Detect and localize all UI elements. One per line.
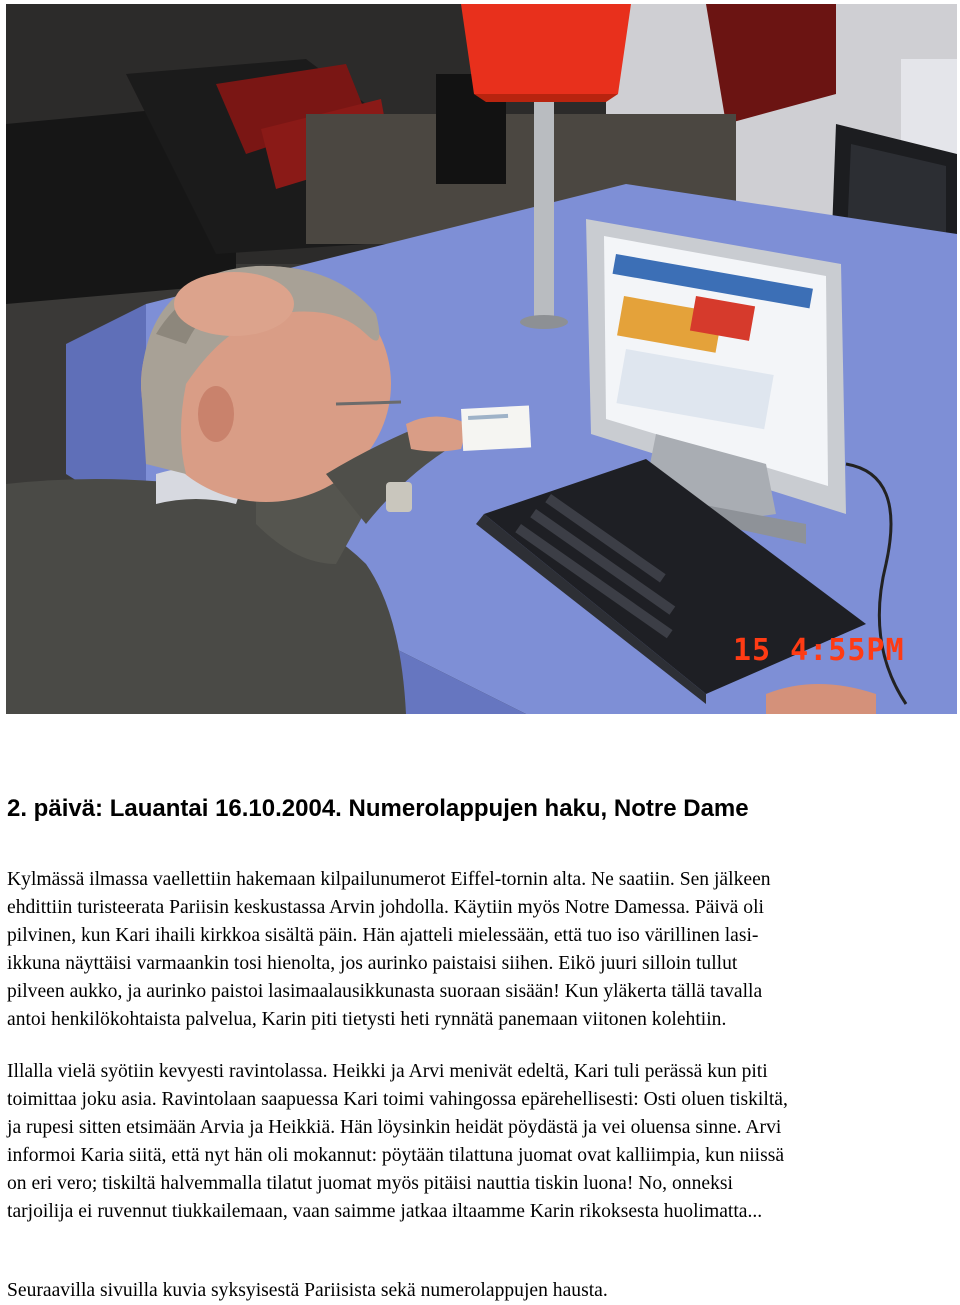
paragraph-line: ikkuna näyttäisi varmaankin tosi hienolta, jos aurinko paistaisi siihen. Eikö juuri silloin tullut	[7, 953, 738, 974]
story-paragraph-2	[7, 1058, 957, 1226]
photo-illustration	[6, 4, 957, 714]
paragraph-line: informoi Karia siitä, että nyt hän oli mokannut: pöytään tilattuna juomat ovat kalliimpia, kun niissä	[7, 1145, 785, 1166]
paragraph-line: pilvinen, kun Kari ihaili kirkkoa sisältä päin. Hän ajatteli mielessään, että tuo iso värillinen lasi-	[7, 925, 759, 946]
footer-note: Seuraavilla sivuilla kuvia syksyisestä Pariisista sekä numerolappujen hausta.	[7, 1280, 608, 1301]
paragraph-line: antoi henkilökohtaista palvelua, Karin piti tietysti heti rynnätä panemaan viitonen kolehtiin.	[7, 1009, 727, 1030]
page-heading: 2. päivä: Lauantai 16.10.2004. Numerolappujen haku, Notre Dame	[7, 795, 749, 822]
paragraph-line: pilveen aukko, ja aurinko paistoi lasimaalausikkunasta suoraan sisään! Kun yläkerta tällä tavalla	[7, 981, 763, 1002]
photo-timestamp: 15 4:55PM	[733, 633, 905, 668]
paragraph-line: on eri vero; tiskiltä halvemmalla tilatut juomat myös pitäisi nauttia tiskin luona! No, onneksi	[7, 1173, 733, 1194]
story-paragraph-1	[7, 866, 957, 1034]
paragraph-line: toimittaa joku asia. Ravintolaan saapuessa Kari toimi vahingossa epärehellisesti: Osti oluen tiskiltä,	[7, 1089, 788, 1110]
paragraph-line: Illalla vielä syötiin kevyesti ravintolassa. Heikki ja Arvi menivät edeltä, Kari tuli perässä kun piti	[7, 1061, 768, 1082]
paragraph-line: ja rupesi sitten etsimään Arvia ja Heikkiä. Hän löysinkin heidät pöydästä ja vei oluensa sinne. Arvi	[7, 1117, 782, 1138]
paragraph-line: Kylmässä ilmassa vaellettiin hakemaan kilpailunumerot Eiffel-tornin alta. Ne saatiin. Sen jälkeen	[7, 869, 771, 890]
paragraph-line: tarjoilija ei ruvennut tiukkailemaan, vaan saimme jatkaa iltaamme Karin rikoksesta huolimatta...	[7, 1201, 763, 1222]
paragraph-line: ehdittiin turisteerata Pariisin keskustassa Arvin johdolla. Käytiin myös Notre Damessa. Päivä oli	[7, 897, 764, 918]
photo-man-at-computer	[6, 4, 957, 714]
